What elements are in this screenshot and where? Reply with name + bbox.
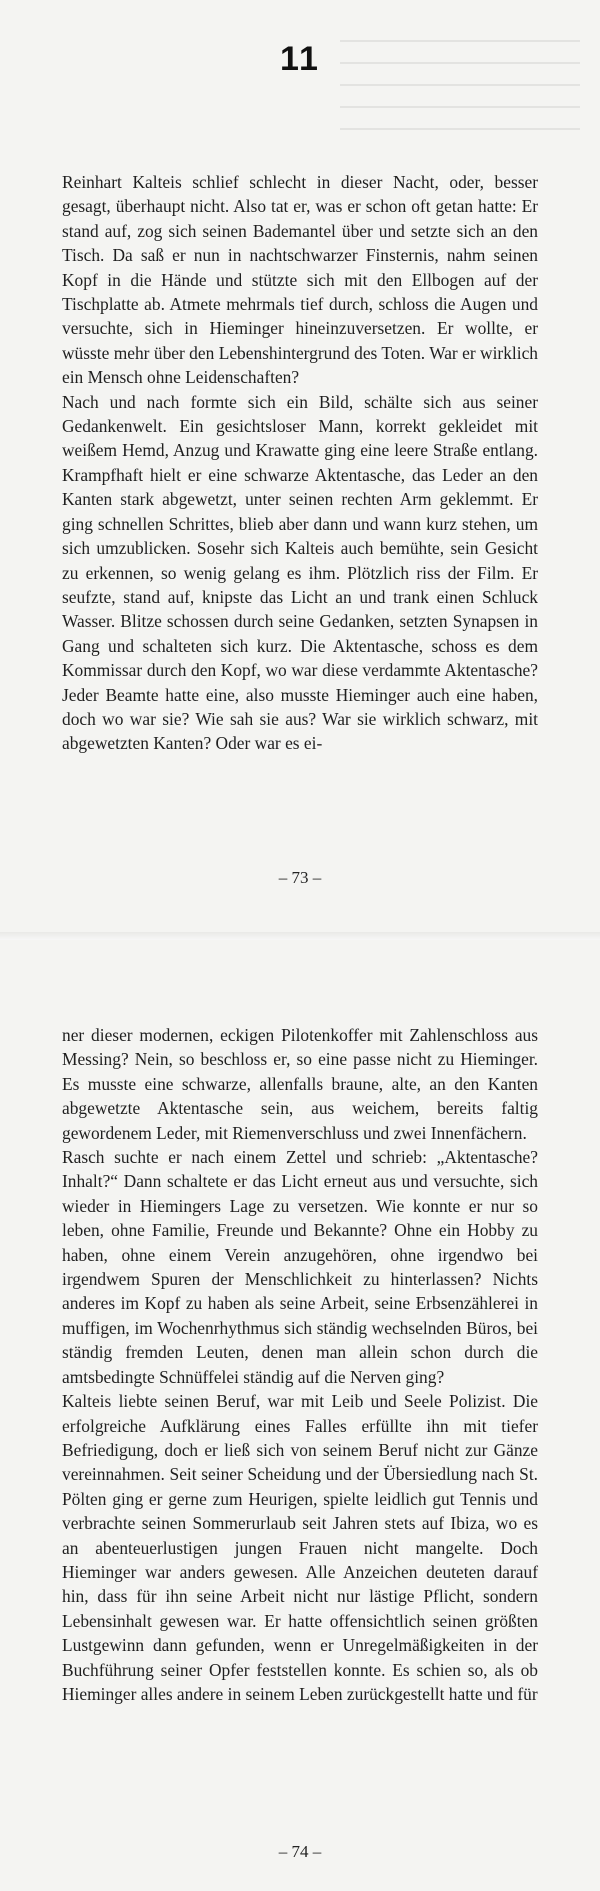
page-73-body-text xyxy=(62,170,538,756)
paragraph: Nach und nach formte sich ein Bild, schälte sich aus seiner Gedankenwelt. Ein gesichtsloser Mann, korrekt gekleidet mit weißem Hemd, Anzug und Krawatte ging eine leere Straße entlang. Krampfhaft hielt er eine schwarze Aktentasche, das Leder an den Kanten stark abgewetzt, unter seinen rechten Arm geklemmt. Er ging schnellen Schrittes, blieb aber dann und wann kurz stehen, um sich umzublicken. Sosehr sich Kalteis auch bemühte, sein Gesicht zu erkennen, so wenig gelang es ihm. Plötzlich riss der Film. Er seufzte, stand auf, knipste das Licht an und trank einen Schluck Wasser. Blitze schossen durch seine Gedanken, setzten Synapsen in Gang und schalteten sich kurz. Die Aktentasche, schoss es dem Kommissar durch den Kopf, wo war diese verdammte Aktentasche? Jeder Beamte hatte eine, also musste Hieminger auch eine haben, doch wo war sie? Wie sah sie aus? War sie wirklich schwarz, mit abgewetzten Kanten? Oder war es ei- xyxy=(62,391,538,754)
paragraph: Rasch suchte er nach einem Zettel und schrieb: „Aktentasche? Inhalt?“ Dann schaltete er das Licht erneut aus und versuchte, sich wieder in Hiemingers Lage zu versetzen. Wie konnte er nur so leben, ohne Familie, Freunde und Bekannte? Ohne ein Hobby zu haben, ohne einem Verein anzugehören, ohne irgendwo bei irgendwem Spuren der Menschlichkeit zu hinterlassen? Nichts anderes im Kopf zu haben als seine Arbeit, seine Erbsenzählerei in muffigen, im Wochenrhythmus sich ständig wechselnden Büros, bei ständig fremden Leuten, denen man allein schon durch die amtsbedingte Schnüffelei ständig auf die Nerven ging? xyxy=(62,1147,538,1387)
page-number: – 73 – xyxy=(278,868,322,887)
paragraph: Reinhart Kalteis schlief schlecht in dieser Nacht, oder, besser gesagt, überhaupt nicht. Also tat er, was er schon oft getan hatte: Er stand auf, zog sich seinen Bademantel über und setzte sich an den Tisch. Da saß er nun in nachtschwarzer Finsternis, nahm seinen Kopf in die Hände und stützte sich mit den Ellbogen auf der Tischplatte ab. Atmete mehrmals tief durch, schloss die Augen und versuchte, sich in Hieminger hineinzuversetzen. Er wollte, er wüsste mehr über den Lebenshintergrund des Toten. War er wirklich ein Mensch ohne Leidenschaften? xyxy=(62,172,538,388)
paragraph: ner dieser modernen, eckigen Pilotenkoffer mit Zahlenschloss aus Messing? Nein, so beschloss er, so eine passe nicht zu Hieminger. Es musste eine schwarze, allenfalls braune, alte, an den Kanten abgewetzte Aktentasche sein, aus weichem, bereits faltig gewordenem Leder, mit Riemenverschluss und zwei Innenfächern. xyxy=(62,1025,538,1143)
paragraph: Kalteis liebte seinen Beruf, war mit Leib und Seele Polizist. Die erfolgreiche Aufklärung eines Falles erfüllte ihn mit tiefer Befriedigung, doch er ließ sich von seinem Beruf nicht zur Gänze vereinnahmen. Seit seiner Scheidung und der Übersiedlung nach St. Pölten ging er gerne zum Heurigen, spielte leidlich gut Tennis und verbrachte seinen Sommerurlaub seit Jahren stets auf Ibiza, wo es an abenteuerlustigen jungen Frauen nicht mangelte. Doch Hieminger war anders gewesen. Alle Anzeichen deuteten darauf hin, dass für ihn seine Arbeit nicht nur lästige Pflicht, sondern Lebensinhalt gewesen war. Er hatte offensichtlich seinen größten Lustgewinn dann gefunden, wenn er Unregelmäßigkeiten in der Buchführung seiner Opfer feststellen konnte. Es schien so, als ob Hieminger alles andere in seinem Leben zurückgestellt hatte und für xyxy=(62,1391,538,1704)
chapter-number: 11 xyxy=(280,40,320,78)
page-74-body-text xyxy=(62,1023,538,1706)
book-page-73 xyxy=(0,0,600,940)
book-page-74 xyxy=(0,940,600,1891)
page-number: – 74 – xyxy=(278,1842,322,1861)
